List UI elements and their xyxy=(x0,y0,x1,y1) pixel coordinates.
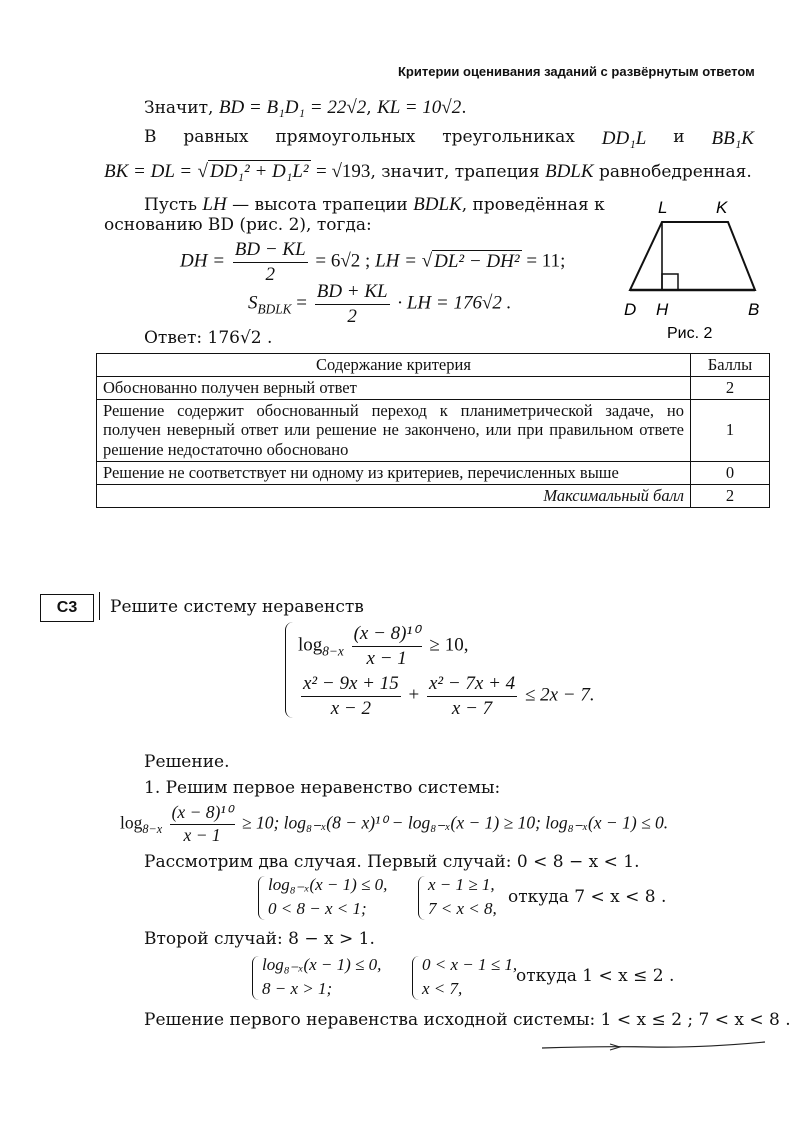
frac-den: 2 xyxy=(265,263,275,285)
frac-num: BD − KL xyxy=(233,238,308,263)
case1-a2: 0 < 8 − x < 1; xyxy=(268,899,367,918)
solution-line-5: основанию BD (рис. 2), тогда: xyxy=(104,215,372,235)
page-header-title: Критерии оценивания заданий с развёрнутым ответом xyxy=(398,64,755,79)
label-d: D xyxy=(624,300,637,319)
header-content: Содержание критерия xyxy=(97,354,691,377)
frac-num: x² − 7x + 4 xyxy=(427,672,517,697)
case2-result: откуда 1 < x ≤ 2 . xyxy=(516,966,675,986)
formula-kl: KL = 10√2 xyxy=(377,97,462,118)
table-row xyxy=(97,461,770,484)
case-intro: Рассмотрим два случая. Первый случай: 0 < 8 − x < 1. xyxy=(144,852,640,872)
task-statement: Решите систему неравенств xyxy=(110,597,364,617)
log: log xyxy=(298,634,323,656)
solution-line-1: Значит, BD = B₁D₁ = 22√2, KL = 10√2. xyxy=(144,97,467,118)
solution-step-1: 1. Решим первое неравенство системы: xyxy=(144,778,501,798)
task-divider xyxy=(99,592,100,620)
case2-brace-b xyxy=(412,956,419,1000)
formula: DD₁L xyxy=(601,128,647,149)
formula: BDLK xyxy=(413,194,462,215)
subscript: BDLK xyxy=(257,301,292,317)
right-angle-mark xyxy=(662,274,678,290)
formula-root: DD₁² + D₁L² xyxy=(209,161,309,182)
system-inequality-2 xyxy=(298,672,595,721)
case2-b1: 0 < x − 1 ≤ 1, xyxy=(422,955,518,974)
frac-den: x − 2 xyxy=(330,697,371,719)
case1-b2: 7 < x < 8, xyxy=(428,899,497,918)
frac-den: x − 1 xyxy=(366,647,407,669)
log-base: 8−x xyxy=(142,821,163,836)
case2-a1: log₈₋ₓ(x − 1) ≤ 0, xyxy=(262,955,382,974)
text: + xyxy=(408,684,420,706)
solution-equation-line xyxy=(120,802,668,847)
task-label-c3: C3 xyxy=(40,594,94,622)
case1-a1: log₈₋ₓ(x − 1) ≤ 0, xyxy=(268,875,388,894)
table-max-row xyxy=(97,484,770,507)
frac-num: x² − 9x + 15 xyxy=(301,672,401,697)
case1-b1: x − 1 ≥ 1, xyxy=(428,875,495,894)
criterion-text: Решение не соответствует ни одному из критериев, перечисленных выше xyxy=(97,461,691,484)
system-inequality-1 xyxy=(298,622,468,671)
root: DL² − DH² xyxy=(434,250,520,272)
word: треугольниках xyxy=(442,127,575,147)
frac-den: x − 1 xyxy=(183,824,221,845)
frac-den: x − 7 xyxy=(451,697,493,719)
text: Пусть xyxy=(144,195,198,215)
criterion-points: 0 xyxy=(691,461,770,484)
log-base: 8−x xyxy=(322,643,344,659)
criterion-text: Решение содержит обоснованный переход к планиметрической задаче, но получен неверный ответ или решение не закончено, или при правильном ответе решение недостаточно обосновано xyxy=(97,399,691,461)
text: = 6√2 ; xyxy=(315,250,371,272)
text: равнобедренная. xyxy=(598,162,752,182)
trapezoid-shape xyxy=(630,222,755,290)
text: , проведённая к xyxy=(461,195,605,215)
solution-line-2 xyxy=(144,127,754,151)
text: ≥ 10; log₈₋ₓ(8 − x)¹⁰ − log₈₋ₓ(x − 1) ≥ 10; log₈₋ₓ(x − 1) ≤ 0. xyxy=(241,812,669,833)
solution-title: Решение. xyxy=(144,752,230,772)
criterion-points: 2 xyxy=(691,376,770,399)
criterion-text: Обоснованно получен верный ответ xyxy=(97,376,691,399)
max-points: 2 xyxy=(691,484,770,507)
formula-area xyxy=(248,280,511,329)
word: равных xyxy=(183,127,249,147)
text: = 11; xyxy=(526,250,566,272)
word: прямоугольных xyxy=(275,127,416,147)
formula-bd: BD = B₁D₁ = 22√2 xyxy=(218,97,367,118)
case1-result: откуда 7 < x < 8 . xyxy=(508,887,667,907)
table-header-row xyxy=(97,354,770,377)
log: log xyxy=(120,812,143,833)
text: DH = xyxy=(180,250,226,272)
label-l: L xyxy=(658,198,668,217)
text: LH = xyxy=(375,250,417,272)
text: ≥ 10, xyxy=(429,634,469,656)
text: Значит, xyxy=(144,98,214,118)
label-h: H xyxy=(656,300,669,319)
criterion-points: 1 xyxy=(691,399,770,461)
text: , значит, трапеция xyxy=(370,162,540,182)
max-label: Максимальный балл xyxy=(97,484,691,507)
figure-caption: Рис. 2 xyxy=(667,325,713,342)
formula-dh-lh: DH = $\frac{BD - KL}{2}$ = 6√2 ; LH = √ DL² − DH² = 11; xyxy=(180,239,566,285)
solution-conclusion: Решение первого неравенства исходной системы: 1 < x ≤ 2 ; 7 < x < 8 . xyxy=(144,1010,791,1030)
solution-line-4 xyxy=(144,193,605,217)
formula-root-value: = √193 xyxy=(316,161,371,182)
frac-num: BD + KL xyxy=(315,280,390,305)
label-b: B xyxy=(748,300,760,319)
case2-b2: x < 7, xyxy=(422,979,463,998)
case2-brace-a xyxy=(252,956,259,1000)
case1-brace-a xyxy=(258,876,265,920)
formula: BB₁K xyxy=(711,128,754,149)
trapezoid-name: BDLK xyxy=(544,161,594,182)
formula-bk: BK = DL = xyxy=(104,161,193,182)
trapezoid-figure xyxy=(620,195,770,345)
system-brace xyxy=(285,622,293,718)
frac-num: (x − 8)¹⁰ xyxy=(352,622,422,647)
case1-brace-b xyxy=(418,876,425,920)
criteria-table xyxy=(96,353,770,508)
text: ≤ 2x − 7. xyxy=(524,684,595,706)
continuation-arrow-icon xyxy=(540,1036,770,1056)
table-row xyxy=(97,376,770,399)
case2-intro: Второй случай: 8 − x > 1. xyxy=(144,929,375,949)
word: В xyxy=(144,127,157,147)
table-row xyxy=(97,399,770,461)
text: S xyxy=(248,292,258,314)
solution-line-3: BK = DL = √ DD₁² + D₁L² = √193, значит, трапеция BDLK равнобедренная. xyxy=(104,161,752,182)
text: · LH = 176√2 . xyxy=(397,292,512,314)
label-k: K xyxy=(716,198,728,217)
text: — высота трапеции xyxy=(232,195,408,215)
frac-den: 2 xyxy=(347,305,357,327)
word: и xyxy=(673,127,685,147)
formula: LH xyxy=(202,194,227,215)
header-points: Баллы xyxy=(691,354,770,377)
frac-num: (x − 8)¹⁰ xyxy=(170,802,235,825)
answer-line: Ответ: 176√2 . xyxy=(144,328,273,348)
text: = xyxy=(296,292,307,314)
case2-a2: 8 − x > 1; xyxy=(262,979,333,998)
